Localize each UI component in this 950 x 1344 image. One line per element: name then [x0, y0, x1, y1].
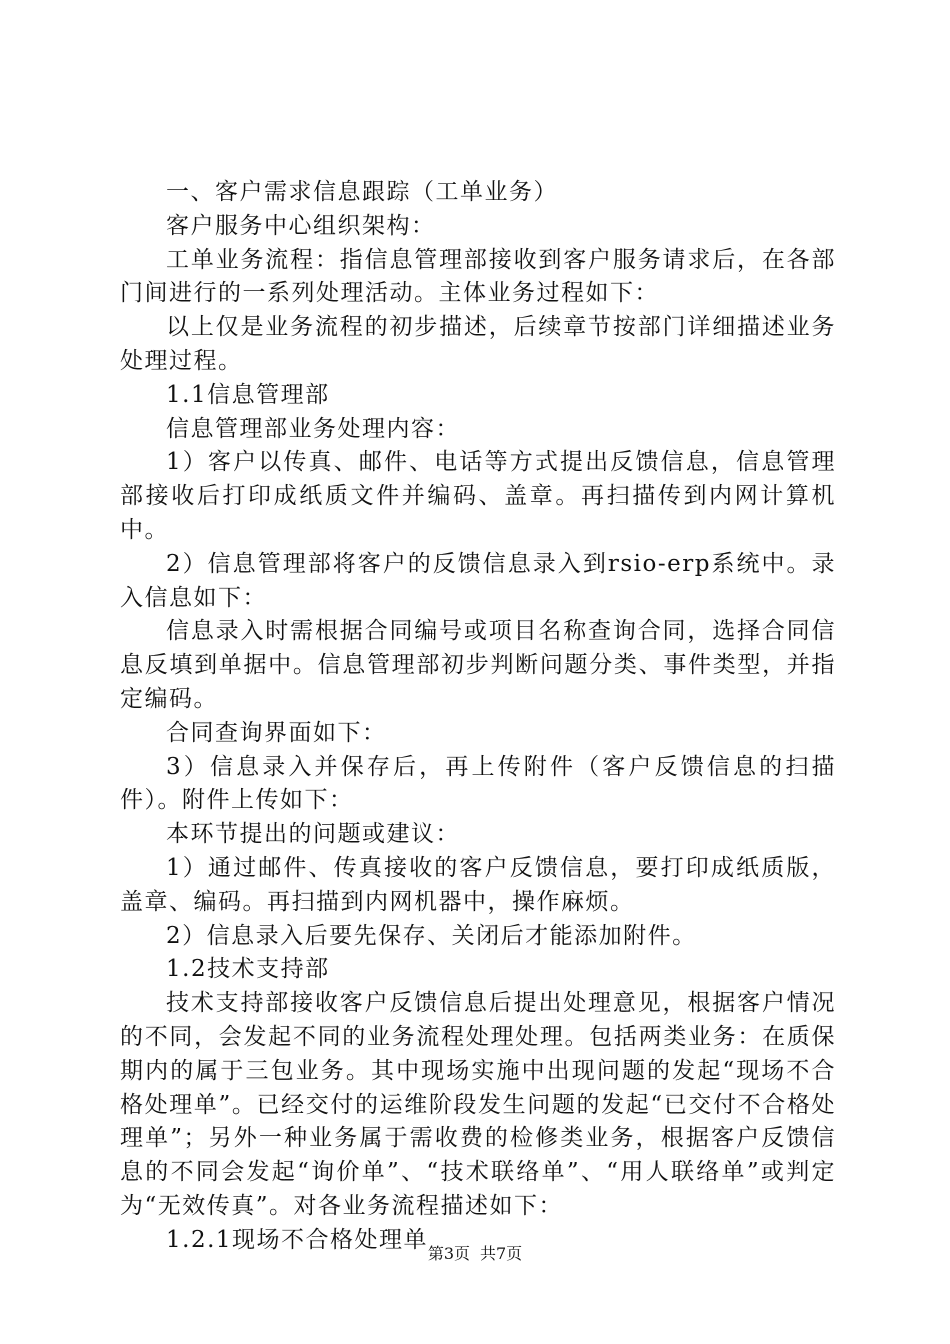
paragraph: 信息管理部业务处理内容： [166, 415, 460, 442]
paragraph: 客户服务中心组织架构： [166, 212, 436, 239]
subsection-heading: 1.1信息管理部 [166, 381, 330, 408]
paragraph: 以上仅是业务流程的初步描述，后续章节按部门详细描述业务处理过程。 [120, 314, 836, 374]
list-item: 1）通过邮件、传真接收的客户反馈信息，要打印成纸质版，盖章、编码。再扫描到内网机器中，操作麻烦。 [120, 854, 836, 915]
paragraph: 本环节提出的问题或建议： [166, 821, 460, 848]
list-item: 3）信息录入并保存后，再上传附件（客户反馈信息的扫描件）。附件上传如下： [120, 753, 836, 814]
document-body [120, 176, 836, 1258]
paragraph: 技术支持部接收客户反馈信息后提出处理意见，根据客户情况的不同，会发起不同的业务流程处理处理。包括两类业务：在质保期内的属于三包业务。其中现场实施中出现问题的发起“现场不合格处理单”。已经交付的运维阶段发生问题的发起“已交付不合格处理单”；另外一种业务属于需收费的检修类业务，根据客户反馈信息的不同会发起“询价单”、“技术联络单”、“用人联络单”或判定为“无效传真”。对各业务流程描述如下： [120, 990, 836, 1219]
page-total: 共7页 [480, 1244, 523, 1263]
paragraph: 合同查询界面如下： [166, 719, 387, 746]
paragraph: 信息录入时需根据合同编号或项目名称查询合同，选择合同信息反填到单据中。信息管理部初步判断问题分类、事件类型，并指定编码。 [120, 618, 836, 712]
page-footer [0, 1244, 950, 1264]
list-item: 2）信息录入后要先保存、关闭后才能添加附件。 [166, 922, 697, 949]
section-heading: 一、客户需求信息跟踪（工单业务） [166, 179, 558, 205]
paragraph: 工单业务流程：指信息管理部接收到客户服务请求后，在各部门间进行的一系列处理活动。主体业务过程如下： [120, 246, 836, 307]
list-item: 1）客户以传真、邮件、电话等方式提出反馈信息，信息管理部接收后打印成纸质文件并编码、盖章。再扫描传到内网计算机中。 [120, 449, 836, 543]
list-item: 2）信息管理部将客户的反馈信息录入到rsio-erp系统中。录入信息如下： [120, 550, 836, 611]
page-number: 第3页 [427, 1244, 470, 1263]
subsection-heading: 1.2技术支持部 [166, 956, 330, 983]
subsubsection-heading: 1.2.1现场不合格处理单 [166, 1226, 429, 1253]
